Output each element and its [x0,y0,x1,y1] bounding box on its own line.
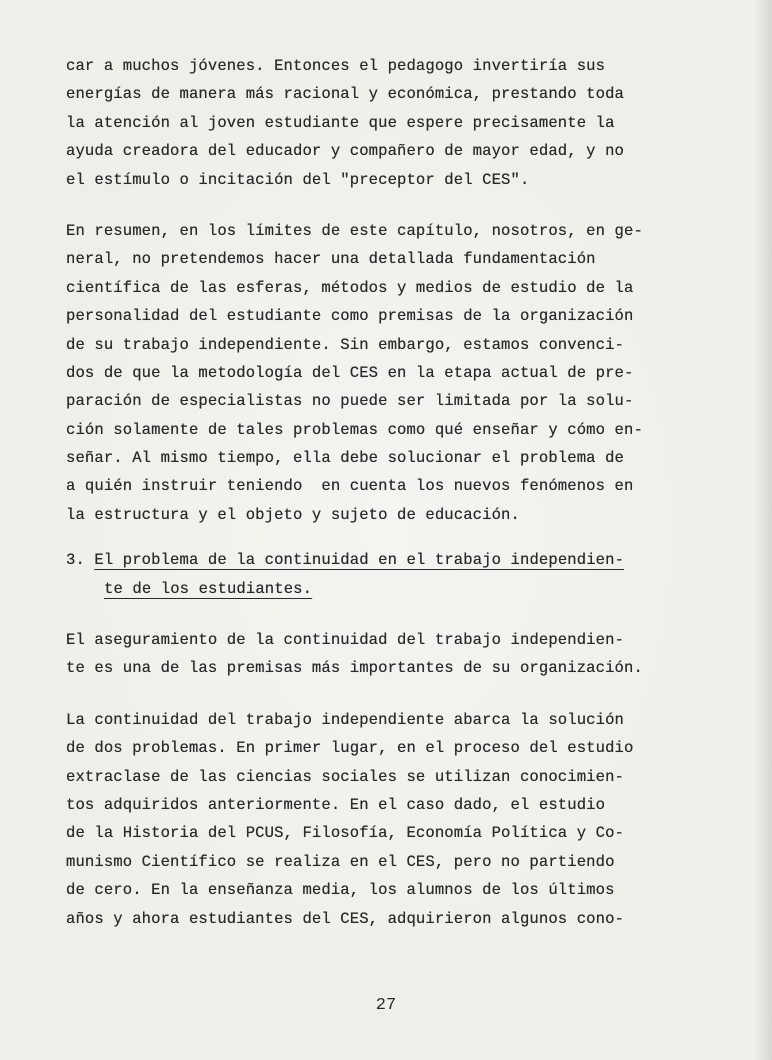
text-line: car a muchos jóvenes. Entonces el pedagogo invertiría sus [66,57,606,75]
text-line: munismo Científico se realiza en el CES, pero no partiendo [66,852,615,871]
text-line: años y ahora estudiantes del CES, adquirieron algunos cono- [66,909,625,928]
text-line: energías de manera más racional y económica, prestando toda [66,85,625,104]
text-line: neral, no pretendemos hacer una detallada fundamentación [66,250,596,269]
paragraph-gap [66,194,748,217]
text-line: señar. Al mismo tiempo, ella debe solucionar el problema de [66,449,625,468]
text-line: La continuidad del trabajo independiente abarca la solución [66,710,625,729]
text-line: ayuda creadora del educador y compañero de mayor edad, y no [66,142,625,161]
text-line: tos adquiridos anteriormente. En el caso dado, el estudio [66,795,606,814]
section-title-line-1: El problema de la continuidad en el trabajo independien- [94,551,625,570]
text-line: la atención al joven estudiante que espere precisamente la [66,113,615,132]
text-line: dos de que la metodología del CES en la etapa actual de pre- [66,363,634,382]
text-line: de la Historia del PCUS, Filosofía, Economía Política y Co- [66,824,625,843]
text-line: científica de las esferas, métodos y medios de estudio de la [66,278,634,297]
paragraph-3 [66,626,748,683]
page-number: 27 [375,996,397,1015]
section-heading [66,546,748,603]
text-line: de dos problemas. En primer lugar, en el proceso del estudio [66,739,634,758]
paragraph-2 [66,217,748,529]
text-line: la estructura y el objeto y sujeto de educación. [66,505,520,524]
text-line: El aseguramiento de la continuidad del trabajo independien- [66,631,625,650]
text-line: extraclase de las ciencias sociales se utilizan conocimien- [66,767,625,786]
text-line: En resumen, en los límites de este capítulo, nosotros, en ge- [66,221,643,240]
text-line: te es una de las premisas más importantes de su organización. [66,659,643,678]
paragraph-4 [66,706,748,933]
section-number: 3. [66,551,85,570]
page-edge-shadow [754,0,772,1060]
text-line: paración de especialistas no puede ser limitada por la solu- [66,392,634,411]
text-line: de cero. En la enseñanza media, los alumnos de los últimos [66,881,615,900]
text-line: personalidad del estudiante como premisas de la organización [66,307,634,326]
paragraph-gap [66,683,748,706]
text-line: de su trabajo independiente. Sin embargo, estamos convenci- [66,335,625,354]
paragraph-gap [66,603,748,626]
paragraph-1 [66,52,748,194]
paragraph-gap [66,529,748,546]
text-line: el estímulo o incitación del "preceptor del CES". [66,170,530,189]
text-line: ción solamente de tales problemas como qué enseñar y cómo en- [66,420,643,439]
section-title-line-2: te de los estudiantes. [104,579,313,598]
body-text [66,52,748,933]
text-line: a quién instruir teniendo en cuenta los nuevos fenómenos en [66,477,634,496]
